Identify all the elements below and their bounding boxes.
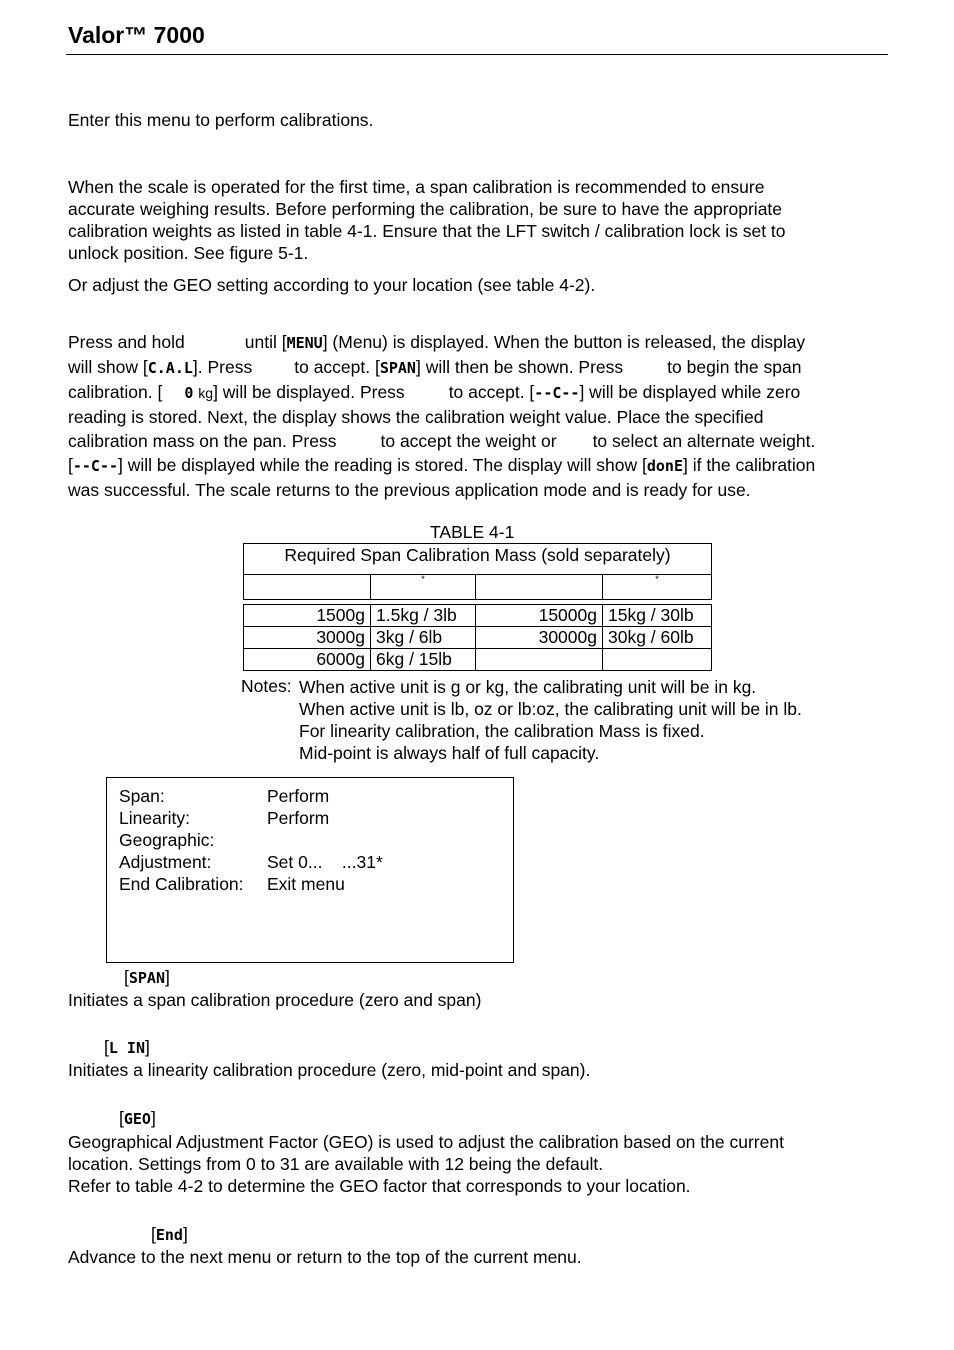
- section-text-linearity: Initiates a linearity calibration procedure (zero, mid-point and span).: [68, 1060, 591, 1080]
- lcd-span: SPAN: [128, 969, 165, 987]
- header-divider: [66, 54, 888, 55]
- procedure-text: to accept the weight or: [380, 431, 557, 451]
- menu-box-label: Linearity:: [119, 808, 191, 828]
- procedure-text: to accept. [: [448, 382, 535, 402]
- procedure-paragraph: [68, 330, 898, 502]
- procedure-text: until [: [244, 332, 287, 352]
- menu-box-label: Span:: [119, 786, 165, 806]
- lcd-end: End: [155, 1226, 183, 1244]
- section-text-geo: [68, 1131, 890, 1197]
- procedure-text: Press and hold: [68, 332, 185, 352]
- table-cell: [476, 649, 603, 671]
- span-intro-line: unlock position. See figure 5-1.: [68, 243, 309, 263]
- procedure-text: to accept. [: [294, 357, 380, 377]
- table-row: [244, 605, 712, 627]
- lcd-span: SPAN: [379, 359, 416, 377]
- lcd-lin: L IN: [108, 1039, 145, 1057]
- procedure-text: calibration mass on the pan. Press: [68, 431, 337, 451]
- calibration-menu-box: [106, 777, 514, 963]
- table-header-cell: [244, 575, 371, 600]
- procedure-text: [: [68, 455, 73, 475]
- lcd-unit: kg: [198, 385, 214, 401]
- table-cell: 3kg / 6lb: [371, 627, 476, 649]
- span-intro-paragraph: [68, 176, 890, 264]
- span-intro-line: When the scale is operated for the first time, a span calibration is recommended to ensure: [68, 177, 765, 197]
- procedure-text: ] will be displayed. Press: [213, 382, 405, 402]
- notes-label: Notes:: [241, 676, 292, 696]
- calibration-mass-table: [243, 543, 712, 671]
- lcd-zero: 0: [184, 384, 194, 402]
- procedure-text: ] if the calibration: [682, 455, 816, 475]
- table-row: [244, 649, 712, 671]
- menu-box-label: End Calibration:: [119, 874, 244, 894]
- procedure-text: to begin the span: [667, 357, 802, 377]
- note-line: Mid-point is always half of full capacity.: [299, 743, 600, 763]
- procedure-line: [68, 453, 898, 478]
- procedure-line: [68, 380, 898, 405]
- procedure-text: ] will be displayed while the reading is stored. The display will show [: [118, 455, 647, 475]
- table-cell: 1.5kg / 3lb: [371, 605, 476, 627]
- section-heading-geo: [GEO]: [119, 1108, 156, 1128]
- table-cell: 15000g: [476, 605, 603, 627]
- menu-box-label: Geographic:: [119, 830, 215, 850]
- procedure-text: ] will then be shown. Press: [415, 357, 624, 377]
- geo-note: Or adjust the GEO setting according to your location (see table 4-2).: [68, 275, 596, 295]
- menu-box-value: Set 0... ...31*: [267, 852, 383, 872]
- procedure-line: [68, 355, 898, 380]
- table-cell: 15kg / 30lb: [603, 605, 712, 627]
- intro-text: Enter this menu to perform calibrations.: [68, 110, 374, 130]
- lcd-storing: --C--: [534, 384, 580, 402]
- procedure-line: reading is stored. Next, the display shows the calibration weight value. Place the specified: [68, 407, 764, 427]
- lcd-storing: --C--: [72, 457, 119, 475]
- section-heading-end: [End]: [151, 1224, 188, 1244]
- table-row: [244, 627, 712, 649]
- menu-box-label: Adjustment:: [119, 852, 212, 872]
- procedure-text: ]. Press: [192, 357, 253, 377]
- procedure-text: ] (Menu) is displayed. When the button is released, the display: [322, 332, 806, 352]
- menu-box-value: Perform: [267, 808, 330, 828]
- table-cell: 30kg / 60lb: [603, 627, 712, 649]
- table-cell: 6kg / 15lb: [371, 649, 476, 671]
- section-heading-span: [SPAN]: [124, 967, 170, 987]
- note-line: For linearity calibration, the calibration Mass is fixed.: [299, 721, 705, 741]
- table-cell: 30000g: [476, 627, 603, 649]
- table-cell: 1500g: [244, 605, 371, 627]
- geo-line: Geographical Adjustment Factor (GEO) is used to adjust the calibration based on the current: [68, 1132, 784, 1152]
- procedure-line: was successful. The scale returns to the previous application mode and is ready for use.: [68, 480, 751, 500]
- table-caption: TABLE 4-1: [430, 522, 515, 542]
- procedure-text: to select an alternate weight.: [592, 431, 816, 451]
- table-header-cell: *: [371, 575, 476, 600]
- lcd-menu: MENU: [286, 334, 323, 352]
- geo-line: Refer to table 4-2 to determine the GEO factor that corresponds to your location.: [68, 1176, 691, 1196]
- span-intro-line: accurate weighing results. Before performing the calibration, be sure to have the appropriate: [68, 199, 783, 219]
- lcd-done: donE: [646, 457, 683, 475]
- section-heading-linearity: [L IN]: [104, 1037, 150, 1057]
- procedure-line: [68, 330, 898, 355]
- lcd-geo: GEO: [123, 1110, 151, 1128]
- procedure-text: calibration. [: [68, 382, 163, 402]
- geo-line: location. Settings from 0 to 31 are available with 12 being the default.: [68, 1154, 604, 1174]
- note-line: When active unit is lb, oz or lb:oz, the calibrating unit will be in lb.: [299, 699, 802, 719]
- menu-box-value: Exit menu: [267, 874, 345, 894]
- section-text-span: Initiates a span calibration procedure (zero and span): [68, 990, 482, 1010]
- procedure-line: [68, 429, 898, 453]
- procedure-text: ] will be displayed while zero: [579, 382, 801, 402]
- page-title: Valor™ 7000: [68, 22, 205, 48]
- lcd-cal: C.A.L: [147, 359, 193, 377]
- span-intro-line: calibration weights as listed in table 4-1. Ensure that the LFT switch / calibration lock is set to: [68, 221, 786, 241]
- menu-box-value: Perform: [267, 786, 330, 806]
- section-text-end: Advance to the next menu or return to the top of the current menu.: [68, 1247, 582, 1267]
- table-header-cell: [476, 575, 603, 600]
- note-line: When active unit is g or kg, the calibrating unit will be in kg.: [299, 677, 757, 697]
- table-cell: 6000g: [244, 649, 371, 671]
- table-header-cell: *: [603, 575, 712, 600]
- procedure-text: will show [: [68, 357, 148, 377]
- table-cell: [603, 649, 712, 671]
- table-title: Required Span Calibration Mass (sold separately): [244, 544, 712, 575]
- notes-list: [299, 676, 802, 764]
- table-cell: 3000g: [244, 627, 371, 649]
